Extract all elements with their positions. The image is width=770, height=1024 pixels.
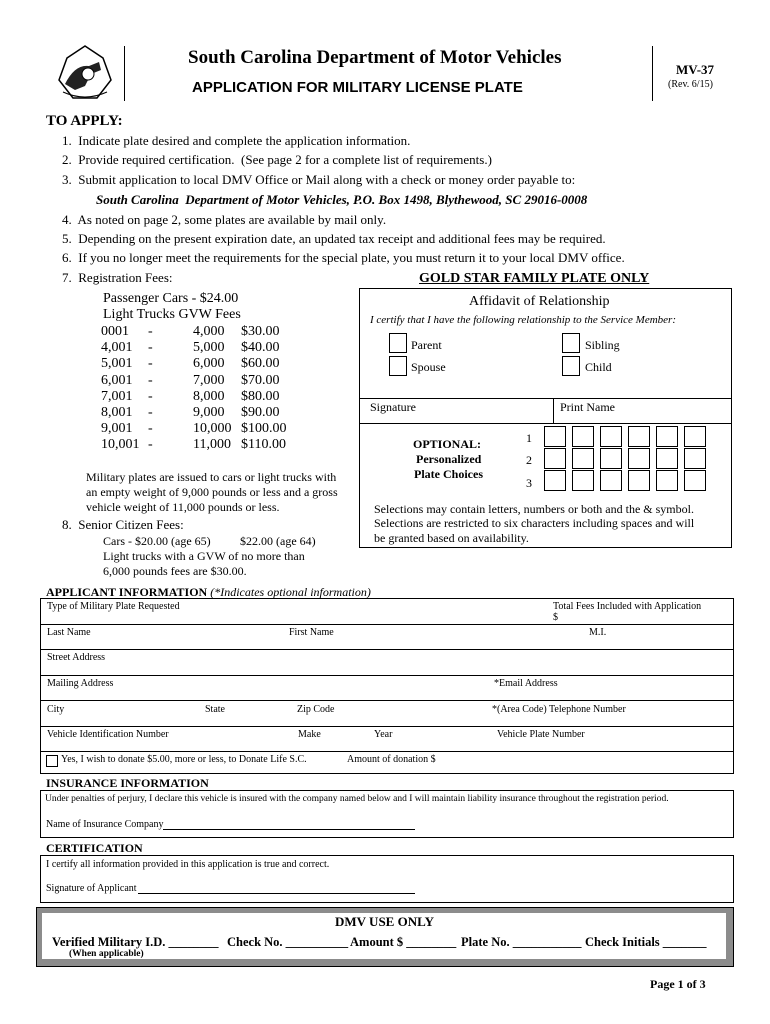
parent-checkbox[interactable] <box>389 333 407 353</box>
page-number: Page 1 of 3 <box>650 977 706 991</box>
fee-dash: - <box>148 437 153 453</box>
instruction-1: 1. Indicate plate desired and complete the application information. <box>62 133 411 148</box>
light-trucks-heading: Light Trucks GVW Fees <box>103 307 241 322</box>
child-label: Child <box>585 360 612 374</box>
make-field[interactable]: Make <box>298 729 321 740</box>
fee-from: 4,001 <box>101 340 133 356</box>
donate-checkbox[interactable] <box>46 755 58 767</box>
senior-cars-65: Cars - $20.00 (age 65) <box>103 534 211 548</box>
fee-fee: $80.00 <box>241 388 280 404</box>
donate-label: Yes, I wish to donate $5.00, more or less, to Donate Life S.C. <box>61 754 307 765</box>
fee-fee: $40.00 <box>241 340 280 356</box>
when-applicable: (When applicable) <box>69 949 144 959</box>
fee-fee: $70.00 <box>241 372 280 388</box>
fee-fee: $60.00 <box>241 356 280 372</box>
vin-field[interactable]: Vehicle Identification Number <box>47 729 169 740</box>
fee-from: 9,001 <box>101 421 133 437</box>
dmv-plate-number: Plate No. ___________ <box>461 935 582 949</box>
instruction-3: 3. Submit application to local DMV Office or Mail along with a check or money order payable to: <box>62 172 576 187</box>
applicant-heading-text: APPLICANT INFORMATION <box>46 585 208 599</box>
telephone-field[interactable]: *(Area Code) Telephone Number <box>492 704 626 715</box>
insurance-company-field[interactable]: Name of Insurance Company <box>46 819 164 830</box>
fee-from: 0001 <box>101 324 129 339</box>
plate-choices-label: Plate Choices <box>414 467 483 481</box>
fee-fee: $90.00 <box>241 405 280 420</box>
fee-to: 8,000 <box>193 388 225 404</box>
affidavit-heading: Affidavit of Relationship <box>469 294 610 309</box>
personalized-label: Personalized <box>416 452 482 466</box>
plate-choice-cell[interactable] <box>628 448 650 469</box>
instruction-6: 6. If you no longer meet the requirements for the special plate, you must return it to your local DMV office. <box>62 250 625 265</box>
selection-note-1: Selections may contain letters, numbers or both and the & symbol. <box>374 502 694 516</box>
fee-dash: - <box>148 421 153 437</box>
passenger-fee: Passenger Cars - $24.00 <box>103 291 239 306</box>
certification-statement: I certify all information provided in this application is true and correct. <box>46 859 330 870</box>
city-field[interactable]: City <box>47 704 65 715</box>
choice-3-number: 3 <box>526 476 532 490</box>
fee-from: 6,001 <box>101 372 133 388</box>
military-note-1: Military plates are issued to cars or light trucks with <box>86 470 337 484</box>
plate-choice-cell[interactable] <box>628 426 650 447</box>
year-field[interactable]: Year <box>374 729 393 740</box>
senior-cars-64: $22.00 (age 64) <box>240 534 316 548</box>
page-title: South Carolina Department of Motor Vehicles <box>188 47 562 68</box>
insurance-statement: Under penalties of perjury, I declare this vehicle is insured with the company named below and I will maintain liability insurance throughout the registration period. <box>45 794 669 804</box>
state-field[interactable]: State <box>205 704 225 715</box>
sibling-label: Sibling <box>585 338 620 352</box>
donation-amount-field[interactable]: Amount of donation $ <box>347 754 436 765</box>
senior-trucks-2: 6,000 pounds fees are $30.00. <box>103 564 247 578</box>
plate-choice-cell[interactable] <box>684 426 706 447</box>
check-number: Check No. __________ <box>227 935 349 949</box>
instruction-7: 7. Registration Fees: <box>62 270 173 285</box>
plate-choice-cell[interactable] <box>572 448 594 469</box>
instruction-4: 4. As noted on page 2, some plates are available by mail only. <box>62 212 387 227</box>
sibling-checkbox[interactable] <box>562 333 580 353</box>
plate-choice-cell[interactable] <box>600 426 622 447</box>
parent-label: Parent <box>411 338 442 352</box>
middle-initial-field[interactable]: M.I. <box>589 627 607 638</box>
selection-note-2: Selections are restricted to six characters including spaces and will <box>374 516 695 530</box>
street-address-field[interactable]: Street Address <box>47 652 106 663</box>
insurance-heading: INSURANCE INFORMATION <box>46 776 209 790</box>
instruction-2: 2. Provide required certification. (See page 2 for a complete list of requirements.) <box>62 152 492 167</box>
total-fees-field[interactable]: Total Fees Included with Application <box>553 601 702 612</box>
fee-fee: $30.00 <box>241 324 280 339</box>
certification-heading: CERTIFICATION <box>46 841 143 855</box>
fee-from: 10,001 <box>101 437 140 453</box>
fee-to: 9,000 <box>193 405 225 420</box>
plate-choice-cell[interactable] <box>572 426 594 447</box>
total-fees-dollar: $ <box>553 612 558 623</box>
fee-to: 4,000 <box>193 324 225 339</box>
fee-to: 6,000 <box>193 356 225 372</box>
dmv-use-heading: DMV USE ONLY <box>335 914 434 929</box>
senior-trucks-1: Light trucks with a GVW of no more than <box>103 549 305 563</box>
plate-choice-cell[interactable] <box>544 426 566 447</box>
fee-to: 10,000 <box>193 421 232 437</box>
mailing-address-field[interactable]: Mailing Address <box>47 678 114 689</box>
plate-choice-cell[interactable] <box>572 470 594 491</box>
fee-dash: - <box>148 340 153 356</box>
senior-heading: 8. Senior Citizen Fees: <box>62 517 184 532</box>
selection-note-3: be granted based on availability. <box>374 531 529 545</box>
zip-code-field[interactable]: Zip Code <box>297 704 335 715</box>
dmv-amount: Amount $ ________ <box>350 935 457 949</box>
last-name-field[interactable]: Last Name <box>47 627 91 638</box>
instruction-5: 5. Depending on the present expiration date, an updated tax receipt and additional fees may be required. <box>62 231 606 246</box>
applicant-heading-note: (*Indicates optional information) <box>210 585 371 599</box>
optional-label: OPTIONAL: <box>413 437 482 451</box>
gold-star-title: GOLD STAR FAMILY PLATE ONLY <box>419 271 650 286</box>
spouse-checkbox[interactable] <box>389 356 407 376</box>
plate-choice-cell[interactable] <box>544 470 566 491</box>
form-subtitle: APPLICATION FOR MILITARY LICENSE PLATE <box>192 79 523 96</box>
verified-military-id: Verified Military I.D. ________ <box>52 935 219 949</box>
choice-2-number: 2 <box>526 453 532 467</box>
plate-choice-cell[interactable] <box>628 470 650 491</box>
fee-dash: - <box>148 405 153 420</box>
first-name-field[interactable]: First Name <box>289 627 334 638</box>
plate-choice-cell[interactable] <box>656 470 678 491</box>
fee-to: 11,000 <box>193 437 231 453</box>
to-apply-heading: TO APPLY: <box>46 113 123 129</box>
fee-dash: - <box>148 324 153 339</box>
fee-to: 5,000 <box>193 340 225 356</box>
mailing-address: South Carolina Department of Motor Vehicles, P.O. Box 1498, Blythewood, SC 29016-0008 <box>96 192 588 207</box>
plate-choice-cell[interactable] <box>684 470 706 491</box>
plate-choice-cell[interactable] <box>684 448 706 469</box>
applicant-signature-field[interactable]: Signature of Applicant <box>46 883 137 894</box>
plate-choice-cell[interactable] <box>544 448 566 469</box>
choice-1-number: 1 <box>526 431 532 445</box>
fee-dash: - <box>148 356 153 372</box>
fee-fee: $100.00 <box>241 421 287 437</box>
military-note-2: an empty weight of 9,000 pounds or less and a gross <box>86 485 338 499</box>
fee-from: 8,001 <box>101 405 133 420</box>
form-revision: (Rev. 6/15) <box>668 79 713 90</box>
plate-number-field[interactable]: Vehicle Plate Number <box>497 729 585 740</box>
plate-type-field[interactable]: Type of Military Plate Requested <box>47 601 180 612</box>
dmv-seal-logo <box>55 44 115 102</box>
fee-to: 7,000 <box>193 372 225 388</box>
gold-star-signature-field[interactable]: Signature <box>370 400 416 414</box>
plate-choice-cell[interactable] <box>656 448 678 469</box>
military-note-3: vehicle weight of 11,000 pounds or less. <box>86 500 280 514</box>
fee-dash: - <box>148 388 153 404</box>
email-field[interactable]: *Email Address <box>494 678 558 689</box>
child-checkbox[interactable] <box>562 356 580 376</box>
relationship-certify: I certify that I have the following relationship to the Service Member: <box>370 314 676 326</box>
fee-from: 7,001 <box>101 388 133 404</box>
gold-star-print-name-field[interactable]: Print Name <box>560 400 615 414</box>
plate-choice-cell[interactable] <box>600 448 622 469</box>
fee-dash: - <box>148 372 153 388</box>
fee-fee: $110.00 <box>241 437 286 453</box>
check-initials: Check Initials _______ <box>585 935 707 949</box>
plate-choice-cell[interactable] <box>656 426 678 447</box>
plate-choice-cell[interactable] <box>600 470 622 491</box>
fee-from: 5,001 <box>101 356 133 372</box>
form-number: MV-37 <box>676 62 715 77</box>
spouse-label: Spouse <box>411 360 446 374</box>
